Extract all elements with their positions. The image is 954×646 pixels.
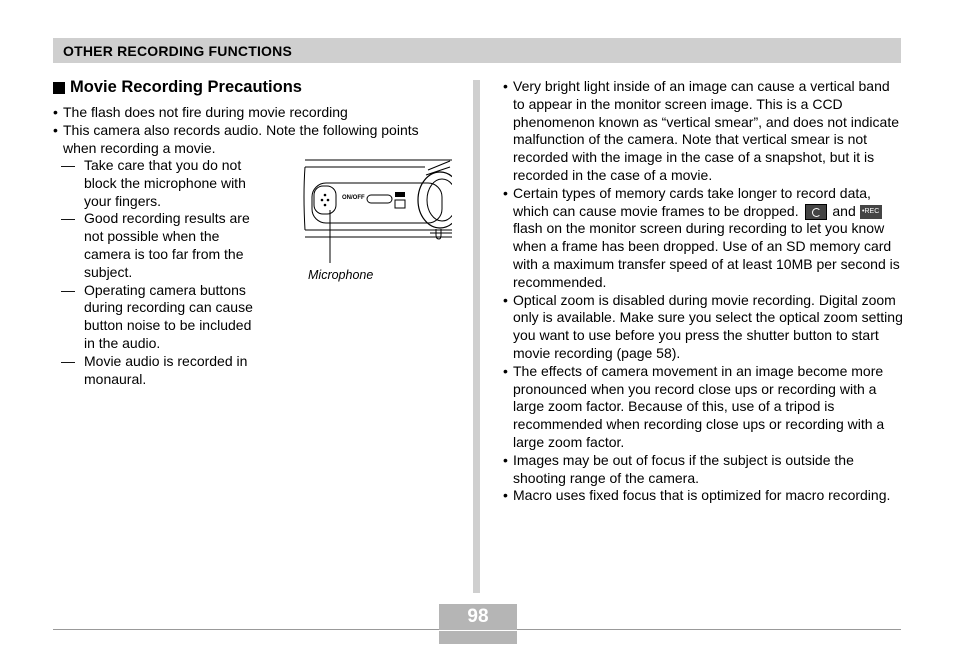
microphone-caption: Microphone [308,268,374,282]
right-bullet-5: • Images may be out of focus if the subject is outside the shooting range of the camera. [503,452,905,488]
dash-item-4: — Movie audio is recorded in monaural. [61,353,261,389]
camera-button-label: ON/OFF [342,195,365,201]
section-title [53,78,302,97]
header-bar [53,38,901,63]
right-column [503,78,905,505]
dash-list [61,157,261,388]
right-bullet-2-part-a: Certain types of memory cards take longer to record data, which can cause movie frames to be dropped. [513,184,871,219]
square-bullet-icon [53,82,65,94]
dash-item-1: — Take care that you do not block the microphone with your fingers. [61,157,261,210]
page-number: 98 [439,604,517,630]
page-number-tab [439,631,517,644]
right-bullet-2-and: and [832,202,856,219]
right-bullet-1: • Very bright light inside of an image can cause a vertical band to appear in the monitor screen image. This is a CCD phenomenon known as “vertical smear”, and does not indicate malfunction of the camera. Note that vertical smear is not recorded with the image in the case of a snapshot, but it is recorded in the case of a movie. [503,78,905,185]
left-bullet-1: • The flash does not fire during movie recording [53,104,453,122]
rec-icon: •REC [860,205,882,219]
camera-top-illustration [300,155,452,265]
section-title-text: Movie Recording Precautions [70,78,302,96]
left-column [53,104,453,157]
right-bullet-3: • Optical zoom is disabled during movie recording. Digital zoom only is available. Make sure you select the optical zoom setting you want to use before you press the shutter button to start movie recording (page 58). [503,292,905,363]
right-bullet-6: • Macro uses fixed focus that is optimized for macro recording. [503,487,905,505]
frame-drop-g-icon [805,204,827,220]
column-divider [473,80,480,593]
header-title: OTHER RECORDING FUNCTIONS [63,43,292,59]
dash-item-3: — Operating camera buttons during recording can cause button noise to be included in the audio. [61,282,261,353]
right-bullet-4: • The effects of camera movement in an image become more pronounced when you record close ups or recording with a large zoom factor. Because of this, use of a tripod is recommended when recording close ups or recording with a large zoom factor. [503,363,905,452]
dash-item-2: — Good recording results are not possible when the camera is too far from the subject. [61,210,261,281]
camera-figure [300,155,452,285]
right-bullet-2-part-b: flash on the monitor screen during recording to let you know when a frame has been dropped. Use of an SD memory card with a maximum transfer speed of at least 10MB per second is recommended. [513,220,900,290]
right-bullet-2 [503,185,905,292]
page-number-box [439,604,517,644]
left-bullet-2: • This camera also records audio. Note the following points when recording a movie. [53,122,455,158]
